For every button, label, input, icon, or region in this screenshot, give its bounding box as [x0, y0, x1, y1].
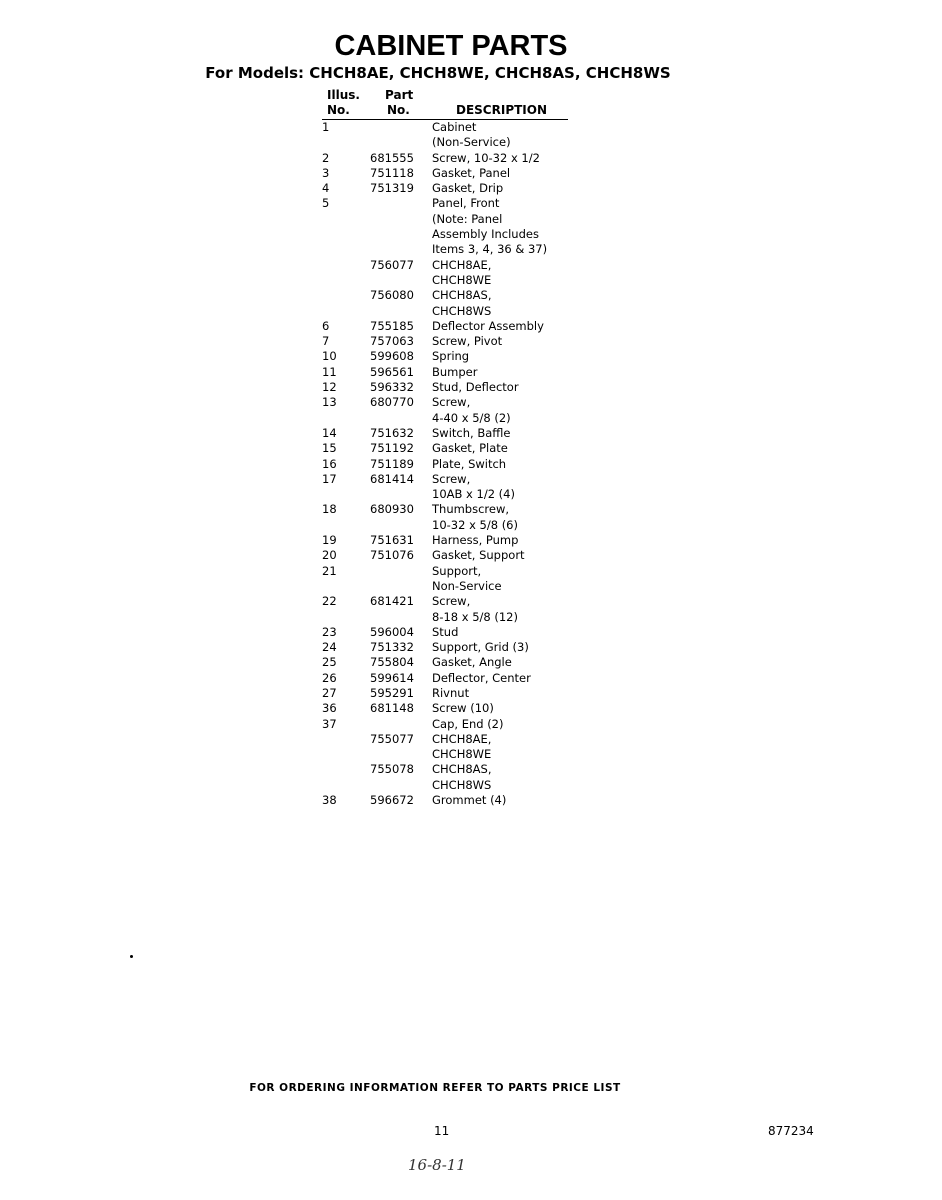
- header-illus-line2: No.: [327, 103, 350, 117]
- illus-number: 5: [322, 196, 330, 211]
- part-number: 755185: [370, 318, 414, 333]
- part-description: Support, Grid (3): [432, 640, 529, 655]
- part-description: Screw, Pivot: [432, 334, 503, 349]
- parts-row: [0, 411, 942, 426]
- part-number: 596561: [370, 364, 414, 379]
- illus-number: 1: [322, 120, 330, 134]
- illus-number: 17: [322, 471, 337, 486]
- parts-row: [0, 747, 942, 762]
- parts-row: [0, 640, 942, 655]
- part-number: 596672: [370, 793, 414, 808]
- parts-row: [0, 594, 942, 609]
- illus-number: 26: [322, 670, 337, 685]
- handwritten-note: 16-8-11: [408, 1156, 466, 1174]
- part-number: 756080: [370, 288, 414, 303]
- parts-row: [0, 120, 942, 135]
- part-description: Screw,: [432, 471, 471, 486]
- part-number: 751189: [370, 456, 414, 471]
- parts-row: [0, 151, 942, 166]
- parts-row: [0, 135, 942, 150]
- part-description: Plate, Switch: [432, 456, 507, 471]
- parts-list: [0, 120, 942, 808]
- parts-row: [0, 227, 942, 242]
- part-description: Gasket, Plate: [432, 441, 508, 456]
- part-description: Stud, Deflector: [432, 380, 519, 395]
- part-number: 681555: [370, 150, 414, 165]
- part-description: Harness, Pump: [432, 533, 519, 548]
- illus-number: 16: [322, 456, 337, 471]
- illus-number: 38: [322, 793, 337, 808]
- header-description: DESCRIPTION: [456, 103, 548, 117]
- page-number: 11: [434, 1124, 450, 1138]
- illus-number: 13: [322, 395, 337, 410]
- part-description: Thumbscrew,: [432, 502, 510, 517]
- part-number: 751076: [370, 548, 414, 563]
- part-number: 596004: [370, 624, 414, 639]
- parts-row: [0, 441, 942, 456]
- parts-row: [0, 273, 942, 288]
- part-description: Non-Service: [432, 578, 502, 593]
- illus-number: 15: [322, 441, 337, 456]
- part-description: CHCH8WE: [432, 747, 492, 762]
- part-description: CHCH8AE,: [432, 257, 492, 272]
- part-number: 681148: [370, 701, 414, 716]
- stray-mark: [130, 955, 133, 958]
- parts-row: [0, 319, 942, 334]
- part-description: CHCH8WE: [432, 272, 492, 287]
- part-description: Grommet (4): [432, 793, 507, 808]
- part-description: Deflector, Center: [432, 670, 531, 685]
- parts-row: [0, 212, 942, 227]
- part-number: 755804: [370, 655, 414, 670]
- part-description: Gasket, Angle: [432, 655, 512, 670]
- part-description: Screw (10): [432, 701, 494, 716]
- part-description: Assembly Includes: [432, 227, 539, 242]
- header-illus-line1: Illus.: [327, 88, 360, 102]
- part-number: 751332: [370, 640, 414, 655]
- parts-row: [0, 732, 942, 747]
- part-number: 751632: [370, 425, 414, 440]
- illus-number: 23: [322, 624, 337, 639]
- part-number: 751192: [370, 441, 414, 456]
- part-description: (Note: Panel: [432, 211, 503, 226]
- parts-row: [0, 242, 942, 257]
- parts-row: [0, 334, 942, 349]
- parts-row: [0, 625, 942, 640]
- parts-row: [0, 548, 942, 563]
- illus-number: 2: [322, 150, 330, 165]
- part-description: Stud: [432, 624, 459, 639]
- illus-number: 6: [322, 318, 330, 333]
- parts-row: [0, 472, 942, 487]
- part-description: Screw,: [432, 395, 471, 410]
- header-part-line1: Part: [385, 88, 414, 102]
- part-description: CHCH8WS: [432, 777, 492, 792]
- illus-number: 12: [322, 380, 337, 395]
- illus-number: 20: [322, 548, 337, 563]
- part-number: 595291: [370, 685, 414, 700]
- parts-row: [0, 533, 942, 548]
- models-line: For Models: CHCH8AE, CHCH8WE, CHCH8AS, CHCH8WS: [205, 64, 671, 82]
- parts-row: [0, 793, 942, 808]
- parts-row: [0, 426, 942, 441]
- part-description: Panel, Front: [432, 196, 500, 211]
- part-number: 757063: [370, 334, 414, 349]
- part-description: Deflector Assembly: [432, 318, 544, 333]
- part-description: 8-18 x 5/8 (12): [432, 609, 518, 624]
- parts-row: [0, 778, 942, 793]
- part-description: CHCH8AE,: [432, 731, 492, 746]
- illus-number: 37: [322, 716, 337, 731]
- parts-row: [0, 457, 942, 472]
- part-number: 755077: [370, 731, 414, 746]
- parts-row: [0, 258, 942, 273]
- document-number: 877234: [768, 1124, 814, 1138]
- part-description: 10AB x 1/2 (4): [432, 487, 515, 502]
- part-number: 599614: [370, 670, 414, 685]
- parts-row: [0, 701, 942, 716]
- part-number: 751631: [370, 533, 414, 548]
- parts-row: [0, 502, 942, 517]
- part-number: 680770: [370, 395, 414, 410]
- parts-row: [0, 380, 942, 395]
- part-description: CHCH8AS,: [432, 288, 492, 303]
- part-number: 751319: [370, 181, 414, 196]
- parts-row: [0, 304, 942, 319]
- illus-number: 10: [322, 349, 337, 364]
- illus-number: 27: [322, 685, 337, 700]
- illus-number: 11: [322, 364, 337, 379]
- parts-row: [0, 686, 942, 701]
- parts-row: [0, 365, 942, 380]
- illus-number: 19: [322, 533, 337, 548]
- part-description: Switch, Baffle: [432, 425, 511, 440]
- part-description: (Non-Service): [432, 135, 511, 150]
- part-description: 10-32 x 5/8 (6): [432, 517, 518, 532]
- illus-number: 21: [322, 563, 337, 578]
- parts-row: [0, 288, 942, 303]
- parts-row: [0, 717, 942, 732]
- parts-row: [0, 564, 942, 579]
- illus-number: 4: [322, 181, 330, 196]
- illus-number: 36: [322, 701, 337, 716]
- part-description: Screw,: [432, 594, 471, 609]
- part-number: 681421: [370, 594, 414, 609]
- part-number: 596332: [370, 380, 414, 395]
- part-description: Gasket, Drip: [432, 181, 504, 196]
- illus-number: 14: [322, 425, 337, 440]
- part-description: 4-40 x 5/8 (2): [432, 410, 511, 425]
- part-description: Rivnut: [432, 685, 470, 700]
- parts-row: [0, 166, 942, 181]
- part-description: Support,: [432, 563, 482, 578]
- part-description: Spring: [432, 349, 470, 364]
- illus-number: 18: [322, 502, 337, 517]
- part-number: 599608: [370, 349, 414, 364]
- illus-number: 7: [322, 334, 330, 349]
- parts-row: [0, 395, 942, 410]
- parts-row: [0, 487, 942, 502]
- parts-row: [0, 671, 942, 686]
- parts-row: [0, 610, 942, 625]
- parts-row: [0, 181, 942, 196]
- illus-number: 25: [322, 655, 337, 670]
- part-description: Screw, 10-32 x 1/2: [432, 150, 540, 165]
- header-part-line2: No.: [387, 103, 410, 117]
- page-title: CABINET PARTS: [334, 30, 568, 62]
- part-number: 756077: [370, 257, 414, 272]
- illus-number: 22: [322, 594, 337, 609]
- part-description: CHCH8WS: [432, 303, 492, 318]
- part-number: 755078: [370, 762, 414, 777]
- part-description: Items 3, 4, 36 & 37): [432, 242, 548, 257]
- illus-number: 24: [322, 640, 337, 655]
- parts-row: [0, 196, 942, 211]
- ordering-footer: FOR ORDERING INFORMATION REFER TO PARTS PRICE LIST: [249, 1082, 621, 1094]
- part-number: 751118: [370, 165, 414, 180]
- part-number: 681414: [370, 471, 414, 486]
- part-description: Cap, End (2): [432, 716, 504, 731]
- part-description: CHCH8AS,: [432, 762, 492, 777]
- part-description: Cabinet: [432, 120, 477, 134]
- parts-row: [0, 518, 942, 533]
- parts-row: [0, 762, 942, 777]
- part-description: Gasket, Support: [432, 548, 525, 563]
- part-description: Gasket, Panel: [432, 165, 511, 180]
- part-description: Bumper: [432, 364, 478, 379]
- parts-row: [0, 579, 942, 594]
- parts-row: [0, 349, 942, 364]
- part-number: 680930: [370, 502, 414, 517]
- illus-number: 3: [322, 165, 330, 180]
- parts-row: [0, 655, 942, 670]
